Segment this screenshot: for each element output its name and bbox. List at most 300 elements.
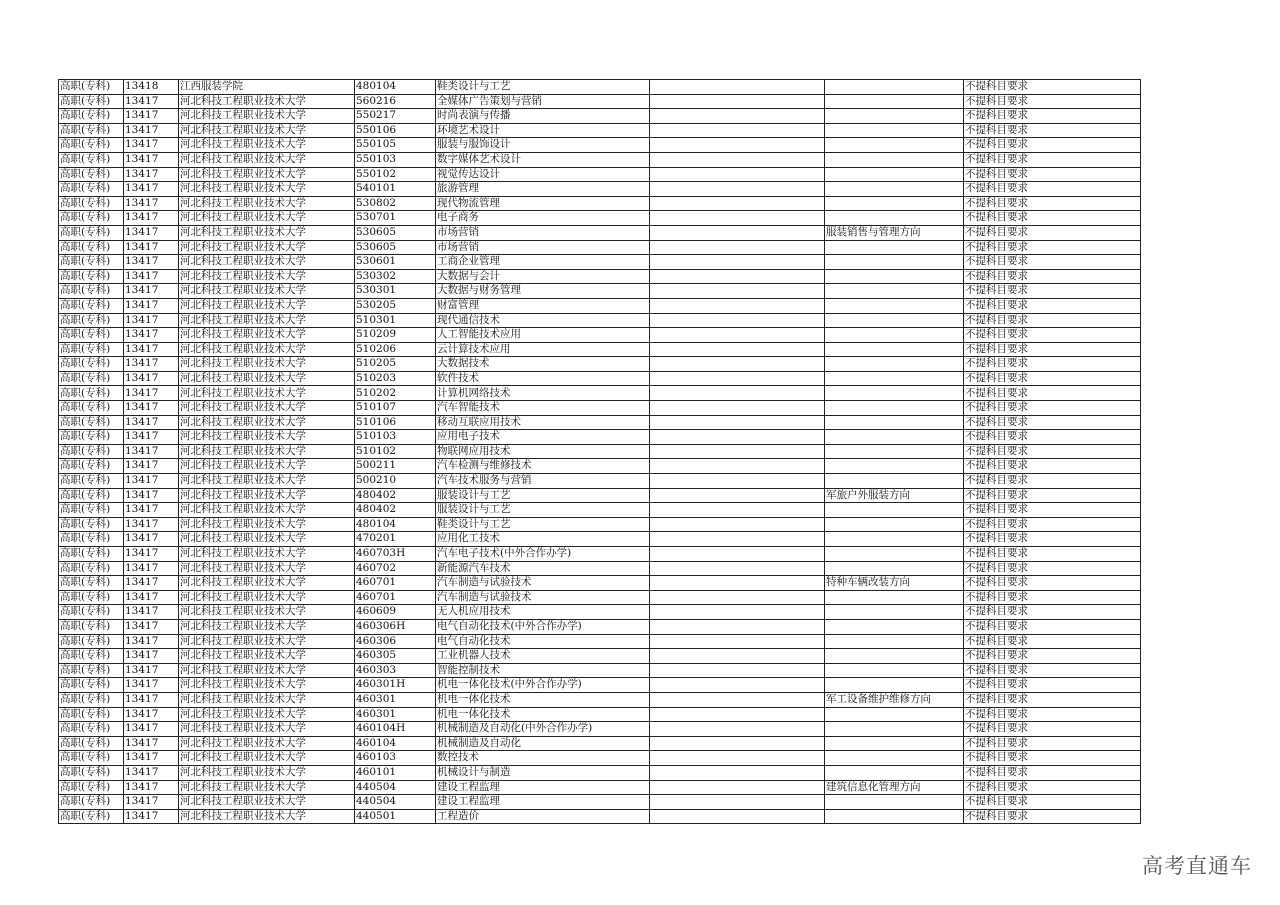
- level-cell: 高职(专科): [59, 576, 124, 591]
- major-code-cell: 480402: [355, 488, 436, 503]
- school-name-cell: 河北科技工程职业技术大学: [179, 503, 355, 518]
- major-code-cell: 460301: [355, 707, 436, 722]
- blank-cell: [650, 678, 825, 693]
- blank-cell: [650, 707, 825, 722]
- subject-requirement-cell: 不提科目要求: [964, 765, 1141, 780]
- admission-requirements-table: [58, 79, 1141, 824]
- table-row: [59, 255, 1141, 270]
- school-code-cell: 13417: [124, 430, 179, 445]
- direction-cell: [825, 182, 964, 197]
- direction-cell: [825, 474, 964, 489]
- school-code-cell: 13417: [124, 240, 179, 255]
- subject-requirement-cell: 不提科目要求: [964, 444, 1141, 459]
- school-name-cell: 河北科技工程职业技术大学: [179, 284, 355, 299]
- major-code-cell: 510206: [355, 342, 436, 357]
- direction-cell: [825, 634, 964, 649]
- major-name-cell: 计算机网络技术: [436, 386, 650, 401]
- school-code-cell: 13417: [124, 547, 179, 562]
- school-code-cell: 13417: [124, 517, 179, 532]
- direction-cell: 特种车辆改装方向: [825, 576, 964, 591]
- major-code-cell: 460101: [355, 765, 436, 780]
- direction-cell: [825, 138, 964, 153]
- blank-cell: [650, 415, 825, 430]
- major-name-cell: 旅游管理: [436, 182, 650, 197]
- subject-requirement-cell: 不提科目要求: [964, 576, 1141, 591]
- school-name-cell: 河北科技工程职业技术大学: [179, 152, 355, 167]
- subject-requirement-cell: 不提科目要求: [964, 313, 1141, 328]
- direction-cell: [825, 284, 964, 299]
- blank-cell: [650, 488, 825, 503]
- school-name-cell: 江西服装学院: [179, 80, 355, 95]
- subject-requirement-cell: 不提科目要求: [964, 196, 1141, 211]
- blank-cell: [650, 765, 825, 780]
- major-code-cell: 440504: [355, 780, 436, 795]
- major-name-cell: 机械制造及自动化: [436, 736, 650, 751]
- major-code-cell: 510107: [355, 401, 436, 416]
- school-code-cell: 13418: [124, 80, 179, 95]
- direction-cell: [825, 663, 964, 678]
- level-cell: 高职(专科): [59, 795, 124, 810]
- major-name-cell: 汽车电子技术(中外合作办学): [436, 547, 650, 562]
- major-name-cell: 服装与服饰设计: [436, 138, 650, 153]
- subject-requirement-cell: 不提科目要求: [964, 547, 1141, 562]
- major-name-cell: 移动互联应用技术: [436, 415, 650, 430]
- level-cell: 高职(专科): [59, 780, 124, 795]
- subject-requirement-cell: 不提科目要求: [964, 809, 1141, 824]
- major-code-cell: 460703H: [355, 547, 436, 562]
- school-code-cell: 13417: [124, 255, 179, 270]
- major-name-cell: 电气自动化技术(中外合作办学): [436, 619, 650, 634]
- major-code-cell: 480104: [355, 517, 436, 532]
- major-code-cell: 530601: [355, 255, 436, 270]
- school-name-cell: 河北科技工程职业技术大学: [179, 386, 355, 401]
- level-cell: 高职(专科): [59, 444, 124, 459]
- table-row: [59, 109, 1141, 124]
- level-cell: 高职(专科): [59, 415, 124, 430]
- major-name-cell: 建设工程监理: [436, 795, 650, 810]
- major-code-cell: 530605: [355, 225, 436, 240]
- major-code-cell: 550217: [355, 109, 436, 124]
- subject-requirement-cell: 不提科目要求: [964, 517, 1141, 532]
- major-name-cell: 无人机应用技术: [436, 605, 650, 620]
- direction-cell: 军工设备维护维修方向: [825, 692, 964, 707]
- subject-requirement-cell: 不提科目要求: [964, 692, 1141, 707]
- direction-cell: [825, 707, 964, 722]
- table-row: [59, 736, 1141, 751]
- level-cell: 高职(专科): [59, 94, 124, 109]
- table-body: [59, 80, 1141, 824]
- major-code-cell: 460609: [355, 605, 436, 620]
- table-row: [59, 357, 1141, 372]
- direction-cell: [825, 240, 964, 255]
- major-code-cell: 440504: [355, 795, 436, 810]
- major-code-cell: 530605: [355, 240, 436, 255]
- subject-requirement-cell: 不提科目要求: [964, 503, 1141, 518]
- level-cell: 高职(专科): [59, 532, 124, 547]
- school-code-cell: 13417: [124, 576, 179, 591]
- school-code-cell: 13417: [124, 357, 179, 372]
- blank-cell: [650, 386, 825, 401]
- level-cell: 高职(专科): [59, 225, 124, 240]
- subject-requirement-cell: 不提科目要求: [964, 619, 1141, 634]
- school-code-cell: 13417: [124, 765, 179, 780]
- school-code-cell: 13417: [124, 167, 179, 182]
- subject-requirement-cell: 不提科目要求: [964, 722, 1141, 737]
- blank-cell: [650, 313, 825, 328]
- level-cell: 高职(专科): [59, 211, 124, 226]
- level-cell: 高职(专科): [59, 663, 124, 678]
- school-code-cell: 13417: [124, 736, 179, 751]
- subject-requirement-cell: 不提科目要求: [964, 459, 1141, 474]
- table-row: [59, 123, 1141, 138]
- subject-requirement-cell: 不提科目要求: [964, 386, 1141, 401]
- blank-cell: [650, 430, 825, 445]
- school-code-cell: 13417: [124, 619, 179, 634]
- subject-requirement-cell: 不提科目要求: [964, 401, 1141, 416]
- major-code-cell: 550106: [355, 123, 436, 138]
- major-code-cell: 530701: [355, 211, 436, 226]
- school-name-cell: 河北科技工程职业技术大学: [179, 182, 355, 197]
- school-code-cell: 13417: [124, 284, 179, 299]
- school-name-cell: 河北科技工程职业技术大学: [179, 619, 355, 634]
- major-code-cell: 460702: [355, 561, 436, 576]
- school-name-cell: 河北科技工程职业技术大学: [179, 488, 355, 503]
- school-code-cell: 13417: [124, 678, 179, 693]
- direction-cell: [825, 255, 964, 270]
- direction-cell: [825, 357, 964, 372]
- major-code-cell: 460301H: [355, 678, 436, 693]
- major-name-cell: 云计算技术应用: [436, 342, 650, 357]
- direction-cell: [825, 80, 964, 95]
- major-code-cell: 540101: [355, 182, 436, 197]
- school-name-cell: 河北科技工程职业技术大学: [179, 196, 355, 211]
- table-row: [59, 459, 1141, 474]
- level-cell: 高职(专科): [59, 488, 124, 503]
- table-row: [59, 561, 1141, 576]
- level-cell: 高职(专科): [59, 284, 124, 299]
- level-cell: 高职(专科): [59, 459, 124, 474]
- school-name-cell: 河北科技工程职业技术大学: [179, 371, 355, 386]
- subject-requirement-cell: 不提科目要求: [964, 605, 1141, 620]
- school-code-cell: 13417: [124, 488, 179, 503]
- major-name-cell: 机电一体化技术(中外合作办学): [436, 678, 650, 693]
- school-name-cell: 河北科技工程职业技术大学: [179, 590, 355, 605]
- blank-cell: [650, 576, 825, 591]
- blank-cell: [650, 532, 825, 547]
- major-code-cell: 460301: [355, 692, 436, 707]
- subject-requirement-cell: 不提科目要求: [964, 152, 1141, 167]
- major-name-cell: 人工智能技术应用: [436, 328, 650, 343]
- school-code-cell: 13417: [124, 590, 179, 605]
- major-code-cell: 460701: [355, 590, 436, 605]
- school-name-cell: 河北科技工程职业技术大学: [179, 357, 355, 372]
- table-row: [59, 211, 1141, 226]
- subject-requirement-cell: 不提科目要求: [964, 736, 1141, 751]
- school-code-cell: 13417: [124, 649, 179, 664]
- major-name-cell: 市场营销: [436, 225, 650, 240]
- blank-cell: [650, 444, 825, 459]
- school-name-cell: 河北科技工程职业技术大学: [179, 722, 355, 737]
- blank-cell: [650, 649, 825, 664]
- school-code-cell: 13417: [124, 298, 179, 313]
- direction-cell: [825, 152, 964, 167]
- direction-cell: [825, 503, 964, 518]
- direction-cell: [825, 269, 964, 284]
- major-name-cell: 机械制造及自动化(中外合作办学): [436, 722, 650, 737]
- major-name-cell: 现代物流管理: [436, 196, 650, 211]
- blank-cell: [650, 605, 825, 620]
- major-name-cell: 电子商务: [436, 211, 650, 226]
- level-cell: 高职(专科): [59, 736, 124, 751]
- table-row: [59, 80, 1141, 95]
- school-code-cell: 13417: [124, 474, 179, 489]
- blank-cell: [650, 255, 825, 270]
- school-name-cell: 河北科技工程职业技术大学: [179, 138, 355, 153]
- direction-cell: [825, 167, 964, 182]
- school-code-cell: 13417: [124, 809, 179, 824]
- blank-cell: [650, 342, 825, 357]
- major-code-cell: 530205: [355, 298, 436, 313]
- major-code-cell: 550103: [355, 152, 436, 167]
- direction-cell: [825, 605, 964, 620]
- level-cell: 高职(专科): [59, 138, 124, 153]
- school-code-cell: 13417: [124, 269, 179, 284]
- major-name-cell: 软件技术: [436, 371, 650, 386]
- school-name-cell: 河北科技工程职业技术大学: [179, 736, 355, 751]
- subject-requirement-cell: 不提科目要求: [964, 109, 1141, 124]
- table-row: [59, 196, 1141, 211]
- level-cell: 高职(专科): [59, 80, 124, 95]
- school-name-cell: 河北科技工程职业技术大学: [179, 678, 355, 693]
- blank-cell: [650, 196, 825, 211]
- blank-cell: [650, 138, 825, 153]
- subject-requirement-cell: 不提科目要求: [964, 225, 1141, 240]
- school-code-cell: 13417: [124, 722, 179, 737]
- blank-cell: [650, 751, 825, 766]
- direction-cell: [825, 415, 964, 430]
- level-cell: 高职(专科): [59, 517, 124, 532]
- school-code-cell: 13417: [124, 182, 179, 197]
- school-name-cell: 河北科技工程职业技术大学: [179, 313, 355, 328]
- school-name-cell: 河北科技工程职业技术大学: [179, 663, 355, 678]
- blank-cell: [650, 663, 825, 678]
- school-code-cell: 13417: [124, 663, 179, 678]
- level-cell: 高职(专科): [59, 503, 124, 518]
- major-name-cell: 大数据与财务管理: [436, 284, 650, 299]
- subject-requirement-cell: 不提科目要求: [964, 240, 1141, 255]
- table-row: [59, 751, 1141, 766]
- table-row: [59, 284, 1141, 299]
- level-cell: 高职(专科): [59, 152, 124, 167]
- school-name-cell: 河北科技工程职业技术大学: [179, 649, 355, 664]
- major-code-cell: 500210: [355, 474, 436, 489]
- major-name-cell: 财富管理: [436, 298, 650, 313]
- major-code-cell: 530802: [355, 196, 436, 211]
- level-cell: 高职(专科): [59, 547, 124, 562]
- school-name-cell: 河北科技工程职业技术大学: [179, 328, 355, 343]
- school-name-cell: 河北科技工程职业技术大学: [179, 167, 355, 182]
- major-name-cell: 时尚表演与传播: [436, 109, 650, 124]
- subject-requirement-cell: 不提科目要求: [964, 298, 1141, 313]
- major-name-cell: 汽车智能技术: [436, 401, 650, 416]
- school-code-cell: 13417: [124, 123, 179, 138]
- table-row: [59, 240, 1141, 255]
- school-code-cell: 13417: [124, 401, 179, 416]
- blank-cell: [650, 736, 825, 751]
- school-code-cell: 13417: [124, 342, 179, 357]
- major-code-cell: 480402: [355, 503, 436, 518]
- direction-cell: [825, 401, 964, 416]
- school-code-cell: 13417: [124, 313, 179, 328]
- school-code-cell: 13417: [124, 561, 179, 576]
- table-row: [59, 532, 1141, 547]
- major-code-cell: 550102: [355, 167, 436, 182]
- direction-cell: [825, 196, 964, 211]
- blank-cell: [650, 123, 825, 138]
- subject-requirement-cell: 不提科目要求: [964, 561, 1141, 576]
- school-name-cell: 河北科技工程职业技术大学: [179, 401, 355, 416]
- level-cell: 高职(专科): [59, 619, 124, 634]
- subject-requirement-cell: 不提科目要求: [964, 488, 1141, 503]
- table-row: [59, 182, 1141, 197]
- table-row: [59, 269, 1141, 284]
- major-code-cell: 510102: [355, 444, 436, 459]
- major-code-cell: 510203: [355, 371, 436, 386]
- school-name-cell: 河北科技工程职业技术大学: [179, 707, 355, 722]
- major-name-cell: 应用化工技术: [436, 532, 650, 547]
- blank-cell: [650, 503, 825, 518]
- blank-cell: [650, 328, 825, 343]
- level-cell: 高职(专科): [59, 386, 124, 401]
- school-name-cell: 河北科技工程职业技术大学: [179, 547, 355, 562]
- major-code-cell: 460104H: [355, 722, 436, 737]
- level-cell: 高职(专科): [59, 313, 124, 328]
- direction-cell: [825, 547, 964, 562]
- level-cell: 高职(专科): [59, 167, 124, 182]
- direction-cell: [825, 94, 964, 109]
- subject-requirement-cell: 不提科目要求: [964, 269, 1141, 284]
- major-name-cell: 鞋类设计与工艺: [436, 80, 650, 95]
- blank-cell: [650, 547, 825, 562]
- school-code-cell: 13417: [124, 196, 179, 211]
- major-code-cell: 500211: [355, 459, 436, 474]
- level-cell: 高职(专科): [59, 240, 124, 255]
- major-name-cell: 机电一体化技术: [436, 692, 650, 707]
- school-name-cell: 河北科技工程职业技术大学: [179, 474, 355, 489]
- major-name-cell: 数控技术: [436, 751, 650, 766]
- major-code-cell: 460306: [355, 634, 436, 649]
- direction-cell: [825, 590, 964, 605]
- table-row: [59, 765, 1141, 780]
- major-name-cell: 大数据与会计: [436, 269, 650, 284]
- school-name-cell: 河北科技工程职业技术大学: [179, 342, 355, 357]
- table-row: [59, 663, 1141, 678]
- subject-requirement-cell: 不提科目要求: [964, 80, 1141, 95]
- direction-cell: [825, 722, 964, 737]
- direction-cell: [825, 795, 964, 810]
- direction-cell: [825, 561, 964, 576]
- major-name-cell: 服装设计与工艺: [436, 503, 650, 518]
- blank-cell: [650, 357, 825, 372]
- table-row: [59, 152, 1141, 167]
- table-row: [59, 547, 1141, 562]
- major-code-cell: 460303: [355, 663, 436, 678]
- direction-cell: [825, 313, 964, 328]
- subject-requirement-cell: 不提科目要求: [964, 357, 1141, 372]
- table-row: [59, 401, 1141, 416]
- school-code-cell: 13417: [124, 225, 179, 240]
- major-name-cell: 新能源汽车技术: [436, 561, 650, 576]
- school-name-cell: 河北科技工程职业技术大学: [179, 415, 355, 430]
- subject-requirement-cell: 不提科目要求: [964, 167, 1141, 182]
- level-cell: 高职(专科): [59, 561, 124, 576]
- level-cell: 高职(专科): [59, 590, 124, 605]
- school-name-cell: 河北科技工程职业技术大学: [179, 751, 355, 766]
- major-name-cell: 汽车技术服务与营销: [436, 474, 650, 489]
- level-cell: 高职(专科): [59, 809, 124, 824]
- school-code-cell: 13417: [124, 751, 179, 766]
- direction-cell: [825, 342, 964, 357]
- major-name-cell: 市场营销: [436, 240, 650, 255]
- level-cell: 高职(专科): [59, 634, 124, 649]
- level-cell: 高职(专科): [59, 692, 124, 707]
- blank-cell: [650, 809, 825, 824]
- blank-cell: [650, 474, 825, 489]
- major-name-cell: 电气自动化技术: [436, 634, 650, 649]
- table-row: [59, 707, 1141, 722]
- school-code-cell: 13417: [124, 152, 179, 167]
- direction-cell: [825, 678, 964, 693]
- table-row: [59, 430, 1141, 445]
- subject-requirement-cell: 不提科目要求: [964, 138, 1141, 153]
- major-name-cell: 数字媒体艺术设计: [436, 152, 650, 167]
- school-code-cell: 13417: [124, 503, 179, 518]
- level-cell: 高职(专科): [59, 371, 124, 386]
- major-name-cell: 机械设计与制造: [436, 765, 650, 780]
- school-code-cell: 13417: [124, 780, 179, 795]
- school-code-cell: 13417: [124, 138, 179, 153]
- direction-cell: [825, 809, 964, 824]
- table-row: [59, 619, 1141, 634]
- major-name-cell: 工商企业管理: [436, 255, 650, 270]
- school-name-cell: 河北科技工程职业技术大学: [179, 532, 355, 547]
- subject-requirement-cell: 不提科目要求: [964, 663, 1141, 678]
- major-name-cell: 服装设计与工艺: [436, 488, 650, 503]
- direction-cell: [825, 386, 964, 401]
- table-row: [59, 342, 1141, 357]
- major-name-cell: 现代通信技术: [436, 313, 650, 328]
- table-row: [59, 692, 1141, 707]
- direction-cell: [825, 109, 964, 124]
- major-name-cell: 鞋类设计与工艺: [436, 517, 650, 532]
- blank-cell: [650, 590, 825, 605]
- major-code-cell: 510103: [355, 430, 436, 445]
- direction-cell: [825, 211, 964, 226]
- table-row: [59, 722, 1141, 737]
- school-code-cell: 13417: [124, 444, 179, 459]
- school-name-cell: 河北科技工程职业技术大学: [179, 109, 355, 124]
- blank-cell: [650, 182, 825, 197]
- direction-cell: 军旅户外服装方向: [825, 488, 964, 503]
- blank-cell: [650, 795, 825, 810]
- direction-cell: 服装销售与管理方向: [825, 225, 964, 240]
- blank-cell: [650, 269, 825, 284]
- major-name-cell: 应用电子技术: [436, 430, 650, 445]
- level-cell: 高职(专科): [59, 196, 124, 211]
- blank-cell: [650, 459, 825, 474]
- level-cell: 高职(专科): [59, 430, 124, 445]
- level-cell: 高职(专科): [59, 123, 124, 138]
